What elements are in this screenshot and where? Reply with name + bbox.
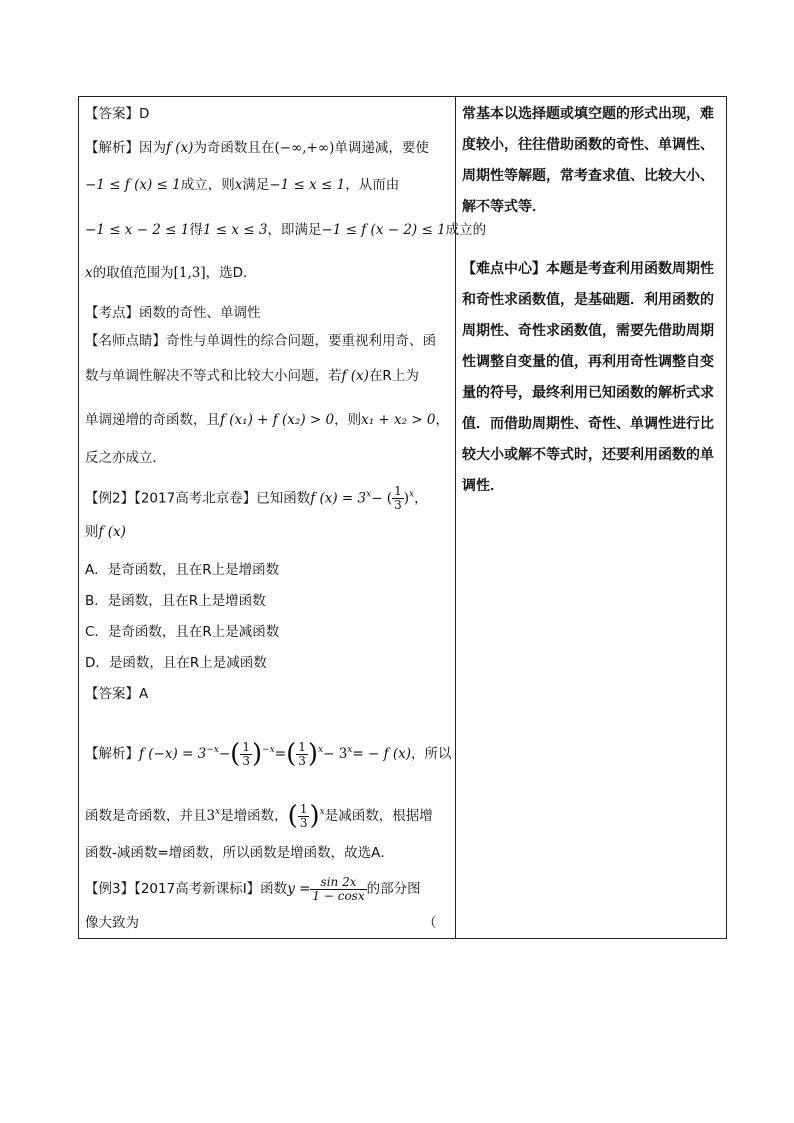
right-line-9: 量的符号，最终利用已知函数的解析式求 — [462, 385, 714, 401]
fraction-one-third — [296, 741, 308, 768]
math-sup: −x — [262, 745, 275, 755]
math-op: − 3 — [323, 746, 348, 762]
paren: ) — [309, 801, 320, 831]
analysis-label: 【解析】 — [85, 746, 139, 762]
fraction-denominator: 3 — [242, 753, 250, 768]
fraction-denominator: 1 − cosx — [312, 888, 365, 903]
text: 在R上为 — [368, 368, 419, 384]
right-line-8: 性调整自变量的值，再利用奇性调整自变 — [462, 354, 714, 370]
math-expr: − ( — [371, 490, 393, 507]
fraction-one-third — [240, 741, 252, 768]
math-expr: f (x) = 3 — [310, 490, 367, 507]
teacher-tip-line-1 — [85, 332, 436, 350]
text: 满足 — [242, 177, 270, 193]
text: 成立，则 — [180, 177, 235, 193]
example-3-title — [85, 874, 421, 904]
left-cell — [79, 97, 487, 938]
right-line-3: 周期性等解题，常考查求值、比较大小、 — [462, 168, 714, 184]
text: 数与单调性解决不等式和比较大小问题，若 — [85, 368, 342, 384]
math-sup: x — [347, 745, 353, 755]
text: 奇性与单调性的综合问题，要重视利用奇、函 — [166, 333, 436, 349]
text: ， — [414, 490, 428, 507]
right-line-1: 常基本以选择题或填空题的形式出现，难 — [462, 106, 714, 122]
example-3-paren: （ — [423, 915, 437, 931]
fraction-denominator: 3 — [394, 498, 402, 512]
math-interval: (−∞,+∞) — [274, 140, 335, 156]
fraction-numerator: 1 — [299, 801, 308, 816]
text: 函数是奇函数，并且 — [85, 808, 207, 824]
option-d: D．是函数，且在R上是减函数 — [85, 655, 267, 671]
math-expr: −1 ≤ f (x − 2) ≤ 1 — [321, 222, 446, 238]
analysis-1-line-2 — [85, 176, 399, 194]
teacher-tip-label: 【名师点睛】 — [85, 333, 166, 349]
paren: ) — [307, 739, 319, 769]
content-table — [78, 96, 727, 939]
paren: ) — [251, 739, 263, 769]
math-range: [1,3] — [173, 265, 206, 281]
right-line-2: 度较小，往往借助函数的奇性、单调性、 — [462, 137, 714, 153]
math-sup: −x — [206, 745, 219, 755]
analysis-2-line-3: 函数-减函数=增函数，所以函数是增函数，故选A． — [85, 845, 394, 861]
fraction-numerator: 1 — [298, 739, 306, 754]
right-line-6: 和奇性求函数值，是基础题．利用函数的 — [462, 292, 714, 308]
math-expr: −1 ≤ x − 2 ≤ 1 — [85, 222, 190, 238]
right-line-11: 较大小或解不等式时，还要利用函数的单 — [462, 447, 714, 463]
option-c: C．是奇函数，且在R上是减函数 — [85, 624, 280, 640]
text: 是减函数，根据增 — [324, 808, 433, 824]
text: 则 — [85, 524, 99, 540]
paren: ( — [286, 739, 297, 769]
right-line-10: 值．而借助周期性、奇性、单调性进行比 — [462, 416, 714, 432]
paren: ( — [287, 801, 298, 831]
answer-label: 【答案】 — [85, 106, 139, 122]
teacher-tip-line-2 — [85, 367, 419, 385]
text: 是增函数， — [220, 808, 288, 824]
fraction-numerator: 1 — [242, 739, 250, 754]
math-sup: x — [366, 489, 372, 500]
text: ，所以 — [411, 746, 452, 762]
text: ，则 — [334, 412, 362, 428]
fraction-denominator: 3 — [298, 753, 306, 768]
math-var: x — [85, 265, 93, 281]
math-op: − — [218, 746, 231, 762]
text: 成立的 — [445, 222, 487, 238]
math-expr: f (x) — [98, 524, 126, 540]
answer-value: D — [139, 106, 150, 122]
fraction-numerator: sin 2x — [310, 876, 366, 890]
text: 的部分图 — [366, 881, 421, 897]
teacher-tip-line-3 — [85, 411, 449, 429]
text: ，从而由 — [345, 177, 400, 193]
analysis-1-line-3 — [85, 221, 486, 239]
text: 【例2】【2017高考北京卷】已知函数 — [85, 490, 311, 507]
math-expr: = − f (x) — [352, 746, 412, 762]
math-expr: f (−x) = 3 — [139, 746, 207, 762]
text: 为奇函数且在 — [193, 140, 275, 156]
math-sup: x — [318, 745, 324, 755]
math-expr: f (x₁) + f (x₂) > 0 — [220, 412, 335, 428]
analysis-2-line-2 — [85, 797, 433, 831]
text: 【例3】【2017高考新课标I】函数 — [85, 881, 288, 897]
math-expr: ) — [403, 490, 409, 507]
text: 的取值范围为 — [92, 265, 174, 281]
math-expr: x₁ + x₂ > 0 — [361, 412, 436, 428]
example-2-then — [85, 523, 126, 541]
text: ，即满足 — [267, 222, 322, 238]
math-expr: −1 ≤ x ≤ 1 — [269, 177, 346, 193]
fraction-one-third — [298, 803, 310, 830]
option-a: A．是奇函数，且在R上是增函数 — [85, 562, 280, 578]
right-cell — [456, 97, 726, 938]
math-sup: x — [215, 807, 221, 817]
answer-2: 【答案】A — [85, 686, 149, 702]
math-expr: −1 ≤ f (x) ≤ 1 — [85, 177, 181, 193]
math-expr: 3 — [206, 808, 216, 824]
math-expr: f (x) — [166, 140, 194, 156]
text: ，选D． — [205, 265, 257, 281]
math-sup: x — [409, 489, 415, 500]
option-b: B．是函数，且在R上是增函数 — [85, 593, 266, 609]
right-line-4: 解不等式等． — [462, 199, 546, 215]
text: 单调递减，要使 — [334, 140, 429, 156]
math-var: x — [234, 177, 243, 193]
key-point-1: 【考点】函数的奇性、单调性 — [85, 305, 261, 321]
answer-1-line — [85, 105, 149, 123]
math-expr: y = — [287, 881, 311, 897]
fraction-numerator: 1 — [394, 484, 402, 498]
text: 得 — [189, 222, 203, 238]
difficulty-center-line-1: 【难点中心】本题是考查利用函数周期性 — [462, 261, 714, 277]
teacher-tip-line-4: 反之亦成立． — [85, 450, 166, 466]
math-sup: x — [319, 807, 325, 817]
text: 单调递增的奇函数，且 — [85, 412, 220, 428]
fraction-one-third — [392, 485, 404, 512]
text: 因为 — [139, 140, 166, 156]
right-line-7: 周期性、奇性求函数值，需要先借助周期 — [462, 323, 714, 339]
fraction-sin2x — [310, 876, 366, 903]
example-2-title — [85, 485, 428, 512]
math-expr: 1 ≤ x ≤ 3 — [202, 222, 268, 238]
math-op: = — [274, 746, 287, 762]
analysis-2-line-1 — [85, 735, 452, 769]
analysis-1-line-1 — [85, 139, 429, 157]
text: ， — [435, 412, 450, 428]
analysis-label: 【解析】 — [85, 140, 139, 156]
math-expr: f (x) — [341, 368, 369, 384]
paren: ( — [230, 739, 241, 769]
analysis-1-line-4 — [85, 264, 257, 282]
example-3-line-2: 像大致为 — [85, 915, 139, 931]
fraction-denominator: 3 — [299, 815, 308, 830]
right-line-12: 调性． — [462, 478, 504, 494]
